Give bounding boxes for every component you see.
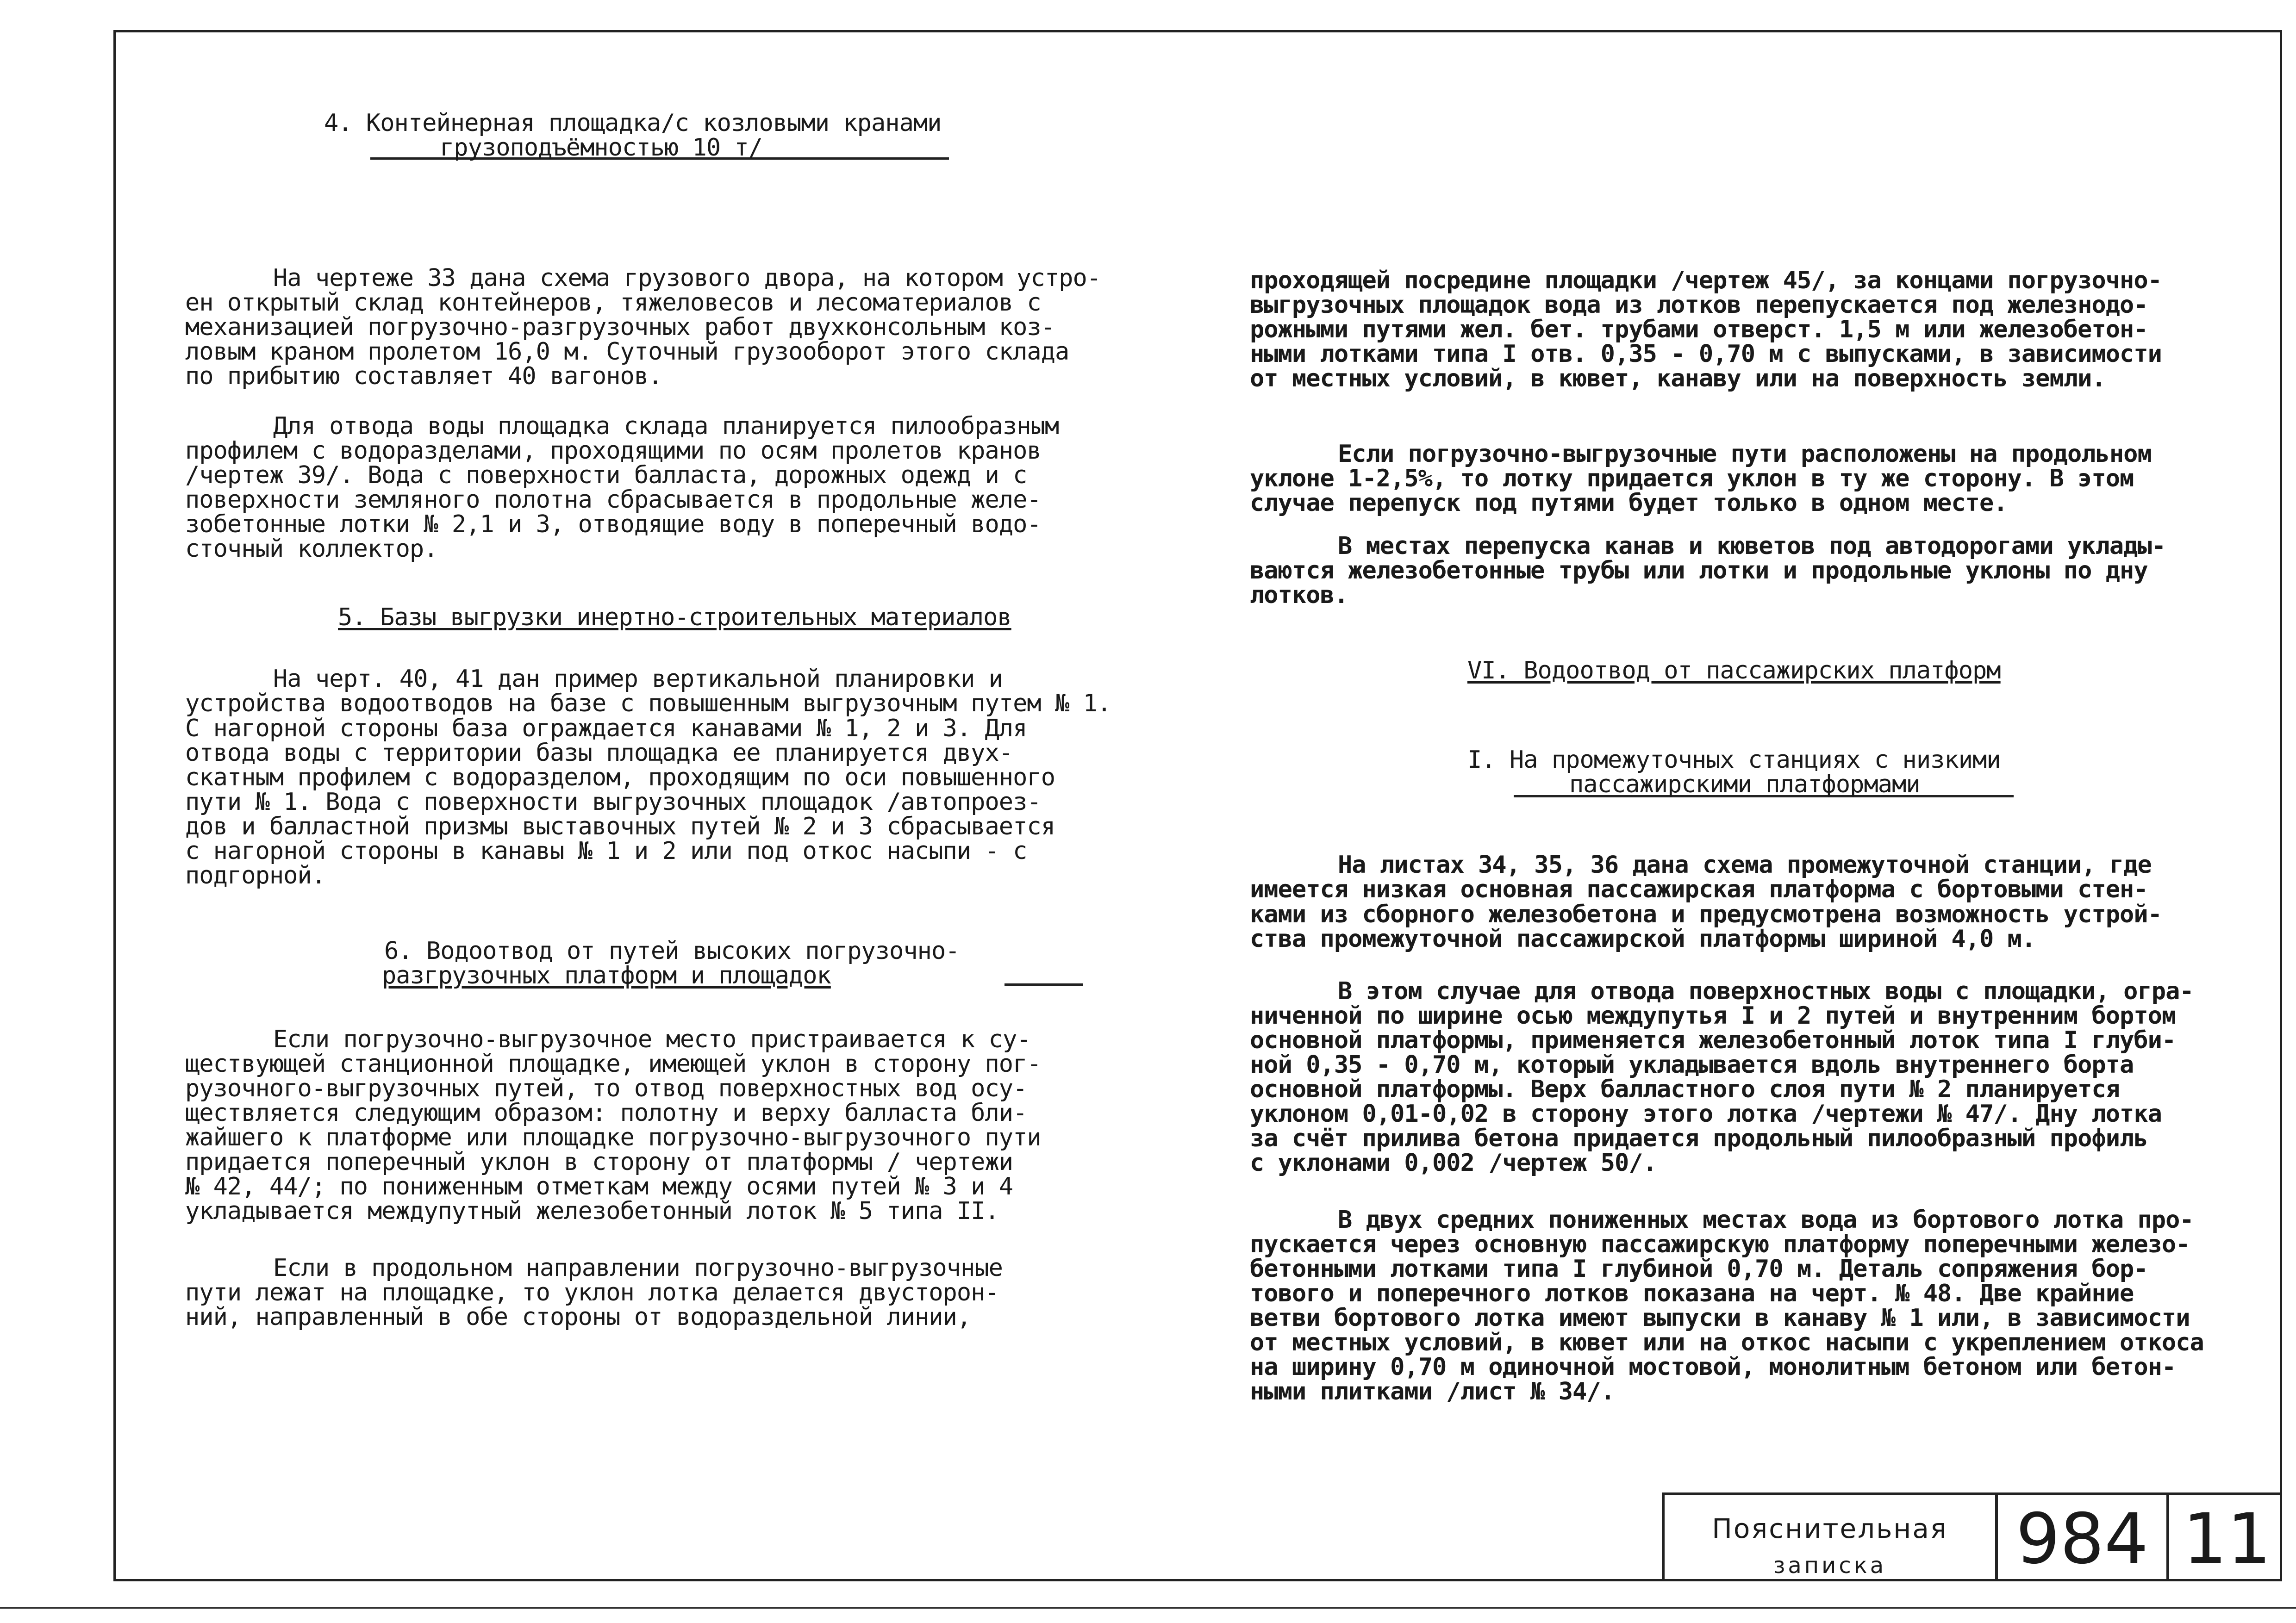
title-block [1662, 1492, 2282, 1580]
paragraph: Для отвода воды площадка склада планируется пилообразным профилем с водоразделами, проходящими по осям пролетов кранов /чертеж 39/. Вода с поверхности балласта, дорожных одежд и с поверхности земляного полотна сбрасывается в продольные желе- зобетонные лотки № 2,1 и 3, отводящие воду в поперечный водо- сточный коллектор. [185, 412, 1059, 563]
section-5-heading-text: 5. Базы выгрузки инертно-строительных материалов [338, 603, 1011, 632]
section-6-heading-line2-text: разгрузочных платформ и площадок [382, 961, 831, 989]
paragraph: В этом случае для отвода поверхностных воды с площадки, огра- ниченной по ширине осью междупутья I и 2 путей и внутренним бортом основной платформы, применяется железобетонный лоток типа I глуби- ной 0,35 - 0,70 м, который укладывается вдоль внутреннего борта основной платформы. Верх балластного слоя пути № 2 планируется уклоном 0,01-0,02 в сторону этого лотка /чертежи № 47/. Дну лотка за счёт прилива бетона придается продольный пилообразный профиль с уклонами 0,002 /чертеж 50/. [1250, 977, 2194, 1177]
title-block-name [1665, 1495, 1998, 1580]
paragraph: проходящей посредине площадки /чертеж 45/, за концами погрузочно- выгрузочных площадок вода из лотков перепускается под железнодо- рожными путями жел. бет. трубами отверст. 1,5 м или железобетон- ными лотками типа I отв. 0,35 - 0,70 м с выпусками, в зависимости от местных условий, в кювет, канаву или на поверхность земли. [1250, 267, 2162, 393]
section-I-heading-line2: пассажирскими платформами [1569, 771, 1920, 799]
paragraph: На листах 34, 35, 36 дана схема промежуточной станции, где имеется низкая основная пассажирская платформа с бортовыми стен- ками из сборного железобетона и предусмотрена возможность устрой- ства промежуточной пассажирской платформы шириной 4,0 м. [1250, 851, 2162, 953]
paragraph: Если погрузочно-выгрузочное место пристраивается к су- ществующей станционной площадке, имеющей уклон в сторону пог- рузочного-выгрузочных путей, то отвод поверхностных вод осу- ществляется следующим образом: полотну и верху балласта бли- жайшего к платформе или площадке погрузочно-выгрузочного пути придается поперечный уклон в сторону от платформы / чертежи № 42, 44/; по пониженным отметкам между осями путей № 3 и 4 укладывается междупутный железобетонный лоток № 5 типа II. [185, 1025, 1041, 1225]
sheet-number: 11 [2183, 1499, 2271, 1579]
page-bottom-line [0, 1607, 2296, 1609]
title-block-title-line2: записка [1773, 1553, 1887, 1579]
section-5-heading [338, 605, 1153, 630]
section-6-heading-line2 [382, 961, 1153, 989]
left-column [185, 111, 1153, 1330]
section-I-heading: I. На промежуточных станциях с низкими [1467, 746, 2001, 774]
title-block-title-line1: Пояснительная [1712, 1513, 1948, 1544]
paragraph: Если в продольном направлении погрузочно-выгрузочные пути лежат на площадке, то уклон лотка делается двусторон- ний, направленный в обе стороны от водораздельной линии, [185, 1254, 1003, 1331]
paragraph: Если погрузочно-выгрузочные пути расположены на продольном уклоне 1-2,5%, то лотку придается уклон в ту же сторону. В этом случае перепуск под путями будет только в одном месте. [1250, 440, 2152, 517]
section-4-heading: 4. Контейнерная площадка/с козловыми кранами [324, 109, 942, 137]
section-VI-heading [1467, 659, 2254, 683]
paragraph: На чертеже 33 дана схема грузового двора, на котором устро- ен открытый склад контейнеров, тяжеловесов и лесоматериалов с механизацией погрузочно-разгрузочных работ двухконсольным коз- ловым краном пролетом 16,0 м. Суточный грузооборот этого склада по прибытию составляет 40 вагонов. [185, 264, 1101, 391]
right-column [1250, 268, 2254, 1404]
paragraph: На черт. 40, 41 дан пример вертикальной планировки и устройства водоотводов на базе с повышенным выгрузочным путем № 1. С нагорной стороны база ограждается канавами № 1, 2 и 3. Для отвода воды с территории базы площадка ее планируется двух- скатным профилем с водоразделом, проходящим по оси повышенного пути № 1. Вода с поверхности выгрузочных площадок /автопроез- дов и балластной призмы выставочных путей № 2 и 3 сбрасывается с нагорной стороны в канавы № 1 и 2 или под откос насыпи - с подгорной. [185, 665, 1111, 889]
section-4-heading-line2: грузоподъёмностью 10 т/ [440, 134, 763, 162]
section-6-heading: 6. Водоотвод от путей высоких погрузочно- [384, 937, 960, 965]
paragraph: В местах перепуска канав и кюветов под автодорогами уклады- ваются железобетонные трубы или лотки и продольные уклоны по дну лотков. [1250, 532, 2166, 609]
paragraph: В двух средних пониженных местах вода из бортового лотка про- пускается через основную пассажирскую платформу поперечными железо- бетонными лотками типа I глубиной 0,70 м. Деталь сопряжения бор- тового и поперечного лотков показана на черт. № 48. Две крайние ветви бортового лотка имеют выпуски в канаву № 1 или, в зависимости от местных условий, в кювет или на откос насыпи с укреплением откоса на ширину 0,70 м одиночной мостовой, монолитным бетоном или бетон- ными плитками /лист № 34/. [1250, 1206, 2204, 1406]
section-VI-heading-text: VI. Водоотвод от пассажирских платформ [1467, 657, 2001, 685]
album-number: 984 [1998, 1495, 2169, 1580]
